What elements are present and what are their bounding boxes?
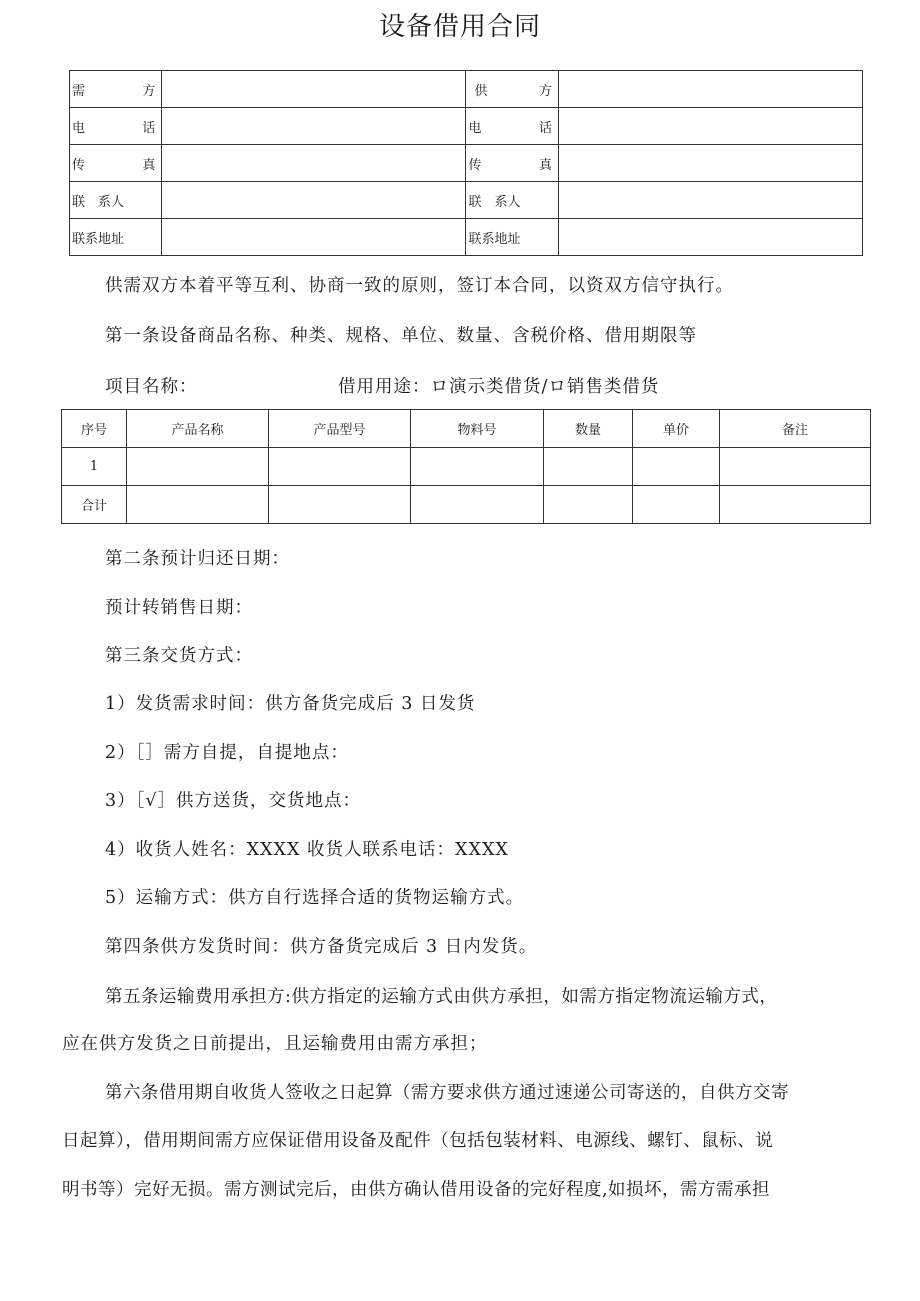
delivery-item-3: 3）［√］供方送货，交货地点： xyxy=(105,791,362,811)
table-row xyxy=(70,145,863,182)
delivery-item-4: 4）收货人姓名：XXXX 收货人联系电话：XXXX xyxy=(105,840,509,860)
party-info-table xyxy=(69,70,863,256)
table-row xyxy=(70,108,863,145)
table-row xyxy=(70,71,863,108)
article-1: 第一条设备商品名称、种类、规格、单位、数量、含税价格、借用期限等 xyxy=(105,326,697,346)
article-6-line-2: 日起算），借用期间需方应保证借用设备及配件（包括包装材料、电源线、螺钉、鼠标、说 xyxy=(62,1131,774,1151)
row-index-cell: 1 xyxy=(62,448,127,486)
demand-party-field[interactable] xyxy=(162,71,466,108)
total-product-name-cell[interactable] xyxy=(127,486,269,524)
product-name-cell[interactable] xyxy=(127,448,269,486)
total-unit-price-cell[interactable] xyxy=(633,486,720,524)
sale-date-line: 预计转销售日期： xyxy=(105,598,253,618)
remarks-cell[interactable] xyxy=(720,448,871,486)
article-5-line-2: 应在供方发货之日前提出，且运输费用由需方承担； xyxy=(62,1034,488,1054)
total-remarks-cell[interactable] xyxy=(720,486,871,524)
supply-phone-label: 电 话 xyxy=(466,108,558,145)
supply-address-label: 联系地址 xyxy=(466,219,558,256)
supply-contact-label: 联 系人 xyxy=(466,182,558,219)
col-header-unit-price: 单价 xyxy=(633,410,720,448)
supply-contact-field[interactable] xyxy=(558,182,862,219)
product-model-cell[interactable] xyxy=(269,448,411,486)
article-3: 第三条交货方式： xyxy=(105,646,253,666)
supply-fax-label: 传 真 xyxy=(466,145,558,182)
article-6-line-3: 明书等）完好无损。需方测试完后，由供方确认借用设备的完好程度,如损坏，需方需承担 xyxy=(62,1180,771,1200)
delivery-item-5: 5）运输方式：供方自行选择合适的货物运输方式。 xyxy=(105,888,525,908)
demand-contact-field[interactable] xyxy=(162,182,466,219)
total-quantity-cell[interactable] xyxy=(544,486,633,524)
article-5-line-1: 第五条运输费用承担方:供方指定的运输方式由供方承担，如需方指定物流运输方式， xyxy=(105,987,778,1007)
usage-label: 借用用途：ロ演示类借货/ロ销售类借货 xyxy=(338,377,660,397)
total-material-no-cell[interactable] xyxy=(411,486,544,524)
table-header-row xyxy=(62,410,871,448)
intro-paragraph: 供需双方本着平等互利、协商一致的原则，签订本合同，以资双方信守执行。 xyxy=(105,276,734,296)
supply-party-label: 供 方 xyxy=(466,71,558,108)
document-title: 设备借用合同 xyxy=(378,12,541,42)
demand-address-label: 联系地址 xyxy=(70,219,162,256)
col-header-quantity: 数量 xyxy=(544,410,633,448)
col-header-material-no: 物料号 xyxy=(411,410,544,448)
table-row xyxy=(70,219,863,256)
demand-phone-label: 电 话 xyxy=(70,108,162,145)
project-name-label: 项目名称： xyxy=(105,377,198,397)
demand-party-label: 需 方 xyxy=(70,71,162,108)
article-6-line-1: 第六条借用期自收货人签收之日起算（需方要求供方通过速递公司寄送的，自供方交寄 xyxy=(105,1083,789,1103)
col-header-index: 序号 xyxy=(62,410,127,448)
supply-address-field[interactable] xyxy=(558,219,862,256)
unit-price-cell[interactable] xyxy=(633,448,720,486)
demand-fax-label: 传 真 xyxy=(70,145,162,182)
col-header-product-name: 产品名称 xyxy=(127,410,269,448)
table-row xyxy=(70,182,863,219)
supply-party-field[interactable] xyxy=(558,71,862,108)
total-label-cell: 合计 xyxy=(62,486,127,524)
supply-phone-field[interactable] xyxy=(558,108,862,145)
items-table xyxy=(61,409,871,524)
table-row xyxy=(62,448,871,486)
col-header-product-model: 产品型号 xyxy=(269,410,411,448)
quantity-cell[interactable] xyxy=(544,448,633,486)
table-total-row xyxy=(62,486,871,524)
article-2: 第二条预计归还日期： xyxy=(105,549,290,569)
demand-address-field[interactable] xyxy=(162,219,466,256)
delivery-item-1: 1）发货需求时间：供方备货完成后 3 日发货 xyxy=(105,694,476,714)
article-4: 第四条供方发货时间：供方备货完成后 3 日内发货。 xyxy=(105,937,538,957)
demand-phone-field[interactable] xyxy=(162,108,466,145)
col-header-remarks: 备注 xyxy=(720,410,871,448)
demand-fax-field[interactable] xyxy=(162,145,466,182)
supply-fax-field[interactable] xyxy=(558,145,862,182)
material-no-cell[interactable] xyxy=(411,448,544,486)
total-product-model-cell[interactable] xyxy=(269,486,411,524)
demand-contact-label: 联 系人 xyxy=(70,182,162,219)
delivery-item-2: 2）［］需方自提，自提地点： xyxy=(105,743,349,763)
